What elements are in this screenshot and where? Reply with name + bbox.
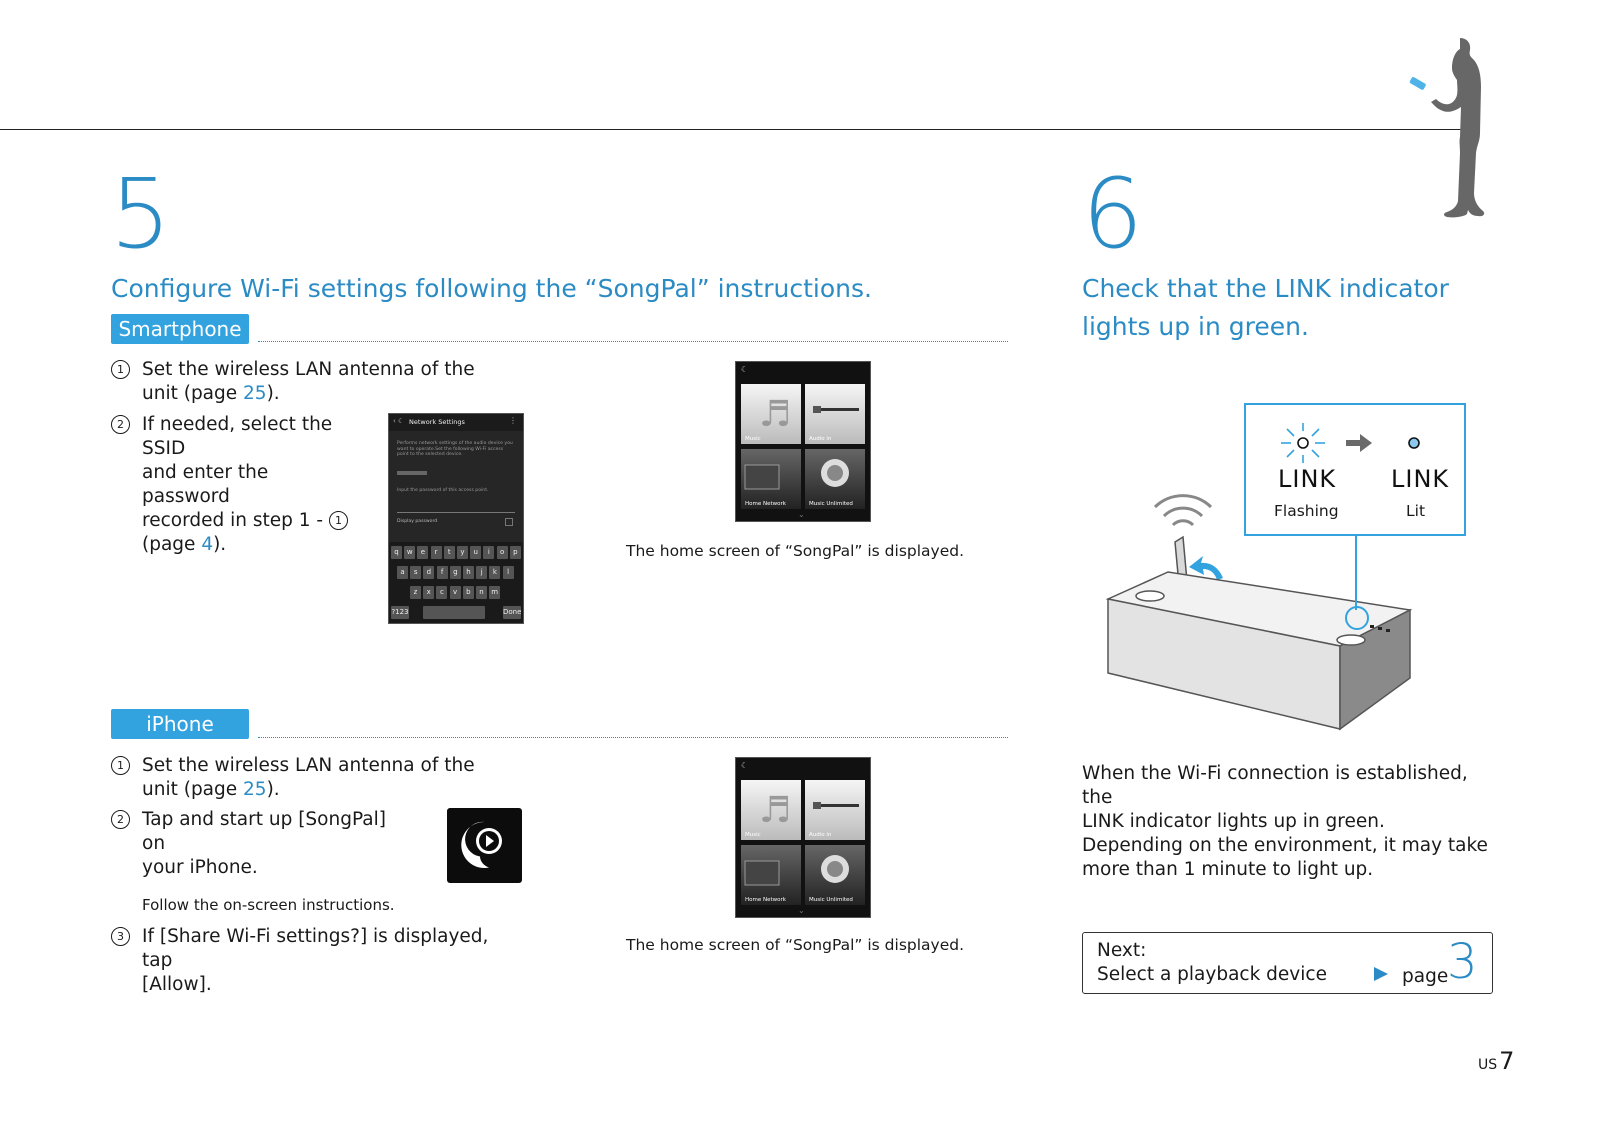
songpal-logo-icon: ☾ (741, 761, 749, 770)
page-ref-link[interactable]: 4 (201, 534, 214, 555)
iphone-tag: iPhone (111, 709, 249, 739)
play-arrow-icon (1373, 966, 1389, 982)
iphone-home-caption: The home screen of “SongPal” is displayed. (626, 936, 965, 954)
smartphone-step-2: 2 If needed, select the SSID and enter the password recorded in step 1 - 1 (page 4). (111, 413, 361, 557)
menu-icon: ⋮ (509, 416, 517, 425)
back-icon: ‹ ☾ (393, 417, 405, 425)
step-6-number: 6 (1082, 158, 1142, 270)
page-ref-link[interactable]: 25 (243, 779, 267, 800)
key-d[interactable]: d (423, 566, 434, 579)
key-u[interactable]: u (470, 546, 481, 559)
display-password-checkbox[interactable] (505, 518, 513, 526)
key-o[interactable]: o (497, 546, 508, 559)
key-l[interactable]: l (503, 566, 514, 579)
smartphone-step-1: 1 Set the wireless LAN antenna of the unit (page 25). (111, 358, 491, 406)
tile-audio-in[interactable]: Audio in (805, 780, 865, 840)
person-with-phone-icon (1408, 36, 1498, 232)
next-page-number[interactable]: 3 (1447, 934, 1478, 990)
wifi-signal-icon (1155, 496, 1211, 525)
key-m[interactable]: m (489, 586, 500, 599)
key-done[interactable]: Done (503, 606, 521, 619)
key-q[interactable]: q (391, 546, 402, 559)
tile-music-unlimited[interactable]: Music Unlimited (805, 845, 865, 905)
step-5-heading: Configure Wi-Fi settings following the “SongPal” instructions. (111, 274, 872, 303)
key-n[interactable]: n (476, 586, 487, 599)
callout-connector (1355, 535, 1357, 610)
key-z[interactable]: z (410, 586, 421, 599)
step-6-description: When the Wi-Fi connection is established, the LINK indicator lights up in green. Depending on the environment, it may take more than 1 minute to light up. (1082, 763, 1488, 880)
key-g[interactable]: g (450, 566, 461, 579)
key-h[interactable]: h (463, 566, 474, 579)
key-b[interactable]: b (463, 586, 474, 599)
page-number: US7 (1478, 1047, 1515, 1075)
lit-state-label: Lit (1406, 502, 1426, 520)
password-label: Input the password of this access point. (397, 488, 489, 493)
display-password-label: Display password (397, 519, 438, 524)
key-symbols[interactable]: ?123 (391, 606, 409, 619)
password-field[interactable] (397, 500, 515, 513)
link-label-lit: LINK (1391, 465, 1450, 493)
tile-music[interactable]: ♬ Music (741, 780, 801, 840)
songpal-home-screenshot (735, 361, 871, 522)
step-text: Set the wireless LAN antenna of the unit (page (142, 359, 475, 404)
iphone-step-1: 1 Set the wireless LAN antenna of the unit (page 25). (111, 754, 491, 802)
circled-number-2: 2 (111, 810, 130, 829)
ssid-blur (397, 471, 427, 475)
circled-number-2: 2 (111, 415, 130, 434)
key-c[interactable]: c (436, 586, 447, 599)
link-indicator-callout (1244, 403, 1466, 536)
section-divider (258, 341, 1008, 342)
key-j[interactable]: j (476, 566, 487, 579)
key-space[interactable] (423, 606, 485, 619)
tile-home-network[interactable]: Home Network (741, 845, 801, 905)
link-label-flashing: LINK (1278, 465, 1337, 493)
key-s[interactable]: s (410, 566, 421, 579)
top-rule (0, 129, 1470, 130)
step-6-heading: Check that the LINK indicator lights up in green. (1082, 274, 1449, 341)
page-ref-link[interactable]: 25 (243, 383, 267, 404)
tile-music[interactable]: ♬ Music (741, 384, 801, 444)
smartphone-tag: Smartphone (111, 314, 249, 344)
flashing-state-label: Flashing (1274, 502, 1339, 520)
key-x[interactable]: x (423, 586, 434, 599)
svg-text:♬: ♬ (759, 394, 792, 435)
key-a[interactable]: a (397, 566, 408, 579)
screen-titlebar (389, 414, 523, 431)
flashing-indicator-icon (1279, 421, 1327, 465)
next-page-word: page (1402, 966, 1449, 987)
key-w[interactable]: w (404, 546, 415, 559)
key-t[interactable]: t (444, 546, 455, 559)
keyboard (389, 542, 523, 623)
key-v[interactable]: v (450, 586, 461, 599)
key-e[interactable]: e (417, 546, 428, 559)
tile-audio-in[interactable]: Audio in (805, 384, 865, 444)
screen-title: Network Settings (409, 418, 465, 426)
next-step-box[interactable] (1082, 932, 1493, 994)
svg-text:♬: ♬ (759, 790, 792, 831)
tile-music-unlimited[interactable]: Music Unlimited (805, 449, 865, 509)
network-settings-screenshot (388, 413, 524, 624)
key-r[interactable]: r (431, 546, 442, 559)
screen-description: Performs network settings of the audio device you want to operate.Set the following Wi-Fi access point to the selected device. (397, 441, 513, 457)
chevron-down-icon: ⌄ (798, 510, 805, 519)
section-divider (258, 737, 1008, 738)
step-5-number: 5 (110, 158, 170, 270)
circled-number-3: 3 (111, 927, 130, 946)
follow-instructions-note: Follow the on-screen instructions. (142, 896, 395, 914)
songpal-app-icon[interactable] (447, 808, 522, 883)
key-k[interactable]: k (489, 566, 500, 579)
iphone-step-3: 3 If [Share Wi-Fi settings?] is displayed, tap [Allow]. (111, 925, 511, 997)
lit-indicator-icon (1406, 435, 1422, 451)
tile-home-network[interactable]: Home Network (741, 449, 801, 509)
iphone-step-2: 2 Tap and start up [SongPal] on your iPhone. (111, 808, 411, 880)
chevron-down-icon: ⌄ (798, 906, 805, 915)
key-i[interactable]: i (483, 546, 494, 559)
songpal-home-screenshot-iphone (735, 757, 871, 918)
arrow-right-icon (1346, 433, 1372, 453)
next-text: Select a playback device (1097, 964, 1327, 985)
circled-number-1: 1 (329, 511, 348, 530)
circled-number-1: 1 (111, 756, 130, 775)
circled-number-1: 1 (111, 360, 130, 379)
smartphone-home-caption: The home screen of “SongPal” is displayed. (626, 542, 965, 560)
songpal-logo-icon: ☾ (741, 365, 749, 374)
key-p[interactable]: p (510, 546, 521, 559)
next-label: Next: (1097, 940, 1147, 961)
key-f[interactable]: f (437, 566, 448, 579)
key-y[interactable]: y (457, 546, 468, 559)
